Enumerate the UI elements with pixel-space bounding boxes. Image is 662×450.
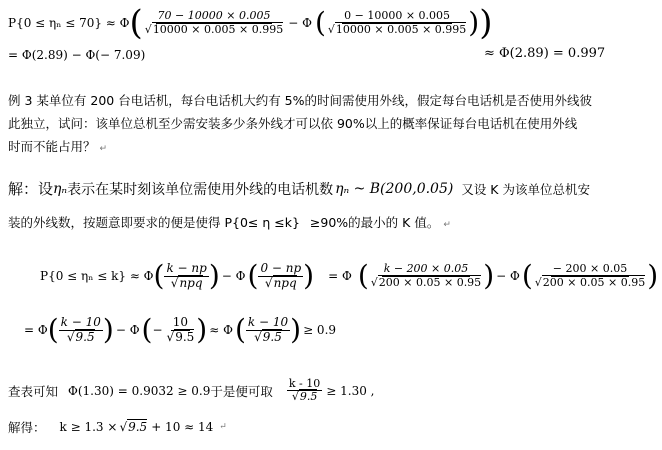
solution-line-2: 装的外线数，按题意即要求的便是使得 P{0≤ η ≤k} ≥90%的最小的 K 值。 ↵ bbox=[8, 215, 451, 230]
lookup-line: 查表可知 Φ(1.30) = 0.9032 ≥ 0.9 于是便可取 $\frac{k - 10}{√9.5}$ ≥ 1.30 , bbox=[8, 377, 375, 404]
eq1-line2-right: ≈ Φ(2.89) = 0.997 bbox=[484, 46, 606, 61]
paren-open: ( bbox=[234, 313, 246, 346]
sqrt-expression: √9.5 bbox=[119, 420, 148, 434]
example-line-2: 此独立，试问：该单位总机至少需安装多少条外线才可以依 90%以上的概率保证每台电话机在使用外线 bbox=[8, 116, 578, 131]
return-mark-icon: ↵ bbox=[443, 220, 451, 230]
eq1-frac1-den: √10000 × 0.005 × 0.995 bbox=[144, 22, 284, 36]
eq3-frac-2: $\frac{10}{√9.5}$ bbox=[166, 315, 195, 344]
return-mark-icon: ↵ bbox=[99, 144, 108, 154]
solution-line-1 bbox=[8, 178, 590, 199]
paren-close: ) bbox=[647, 259, 659, 292]
eq2-frac-1: $\frac{k - np}{\text{√npq}}$ bbox=[166, 261, 207, 290]
eq1-minus-phi: − Φ bbox=[288, 16, 312, 30]
example-line-1: 例 3 某单位有 200 台电话机，每台电话机大约有 5%的时间需使用外线，假定每台电话机是否使用外线彼 bbox=[8, 93, 593, 108]
eq2-frac-3: $\frac{k - 200 \times 0.05}{√200 \times 0.05 \times 0.95}$ bbox=[370, 262, 482, 289]
paren-close: ) bbox=[196, 313, 208, 346]
equation-1-line-1 bbox=[8, 3, 493, 43]
eta-symbol: ηₙ bbox=[53, 180, 68, 197]
eq1-lhs: P{0 ≤ ηₙ ≤ 70} ≈ Φ bbox=[8, 16, 130, 30]
paren-close: ) bbox=[102, 313, 114, 346]
solve-line: 解得： k ≥ 1.3 × √9.5 + 10 ≈ 14 ↵ bbox=[8, 420, 227, 435]
eq3-frac-3: $\frac{k - 10}{√9.5}$ bbox=[247, 315, 289, 344]
paren-close: ) bbox=[208, 259, 220, 292]
solution-prefix: 解：设 bbox=[8, 180, 54, 198]
paren-close: ) bbox=[290, 313, 302, 346]
lookup-fraction: $\frac{k - 10}{√9.5}$ bbox=[288, 377, 321, 404]
distribution: ηₙ ~ B(200,0.05) bbox=[335, 180, 454, 197]
eq1-frac2-den: √10000 × 0.005 × 0.995 bbox=[327, 22, 467, 36]
paren-close: ) bbox=[468, 6, 480, 39]
return-mark-icon: ↵ bbox=[219, 422, 227, 432]
eq3-frac-1: $\frac{k - 10}{√9.5}$ bbox=[60, 315, 101, 344]
paren-close: ) bbox=[479, 3, 493, 43]
example-line-3: 时而不能占用？ ↵ bbox=[8, 139, 108, 154]
eq1-frac1-num: 70 − 10000 × 0.005 bbox=[157, 9, 271, 23]
paren-close: ) bbox=[303, 259, 315, 292]
eq1-line2-left: = Φ(2.89) − Φ(− 7.09) bbox=[8, 48, 146, 62]
solution-text-a: 表示在某时刻该单位需使用外线的电话机数 bbox=[67, 181, 334, 198]
paren-open: ( bbox=[247, 259, 259, 292]
eq2-frac-2: $\frac{0 - np}{\text{√npq}}$ bbox=[260, 261, 302, 290]
paren-open: ( bbox=[521, 259, 533, 292]
equation-3: = Φ ( $\frac{k - 10}{√9.5}$ ) − Φ ( − $\frac{10}{√9.5}$ ) ≈ Φ ( $\frac{k - 10}{√9.5}$ ) ≥ 0.9 bbox=[24, 313, 337, 346]
eq2-lhs: P{0 ≤ ηₙ ≤ k} ≈ Φ bbox=[40, 269, 154, 283]
paren-open: ( bbox=[153, 259, 165, 292]
paren-open: ( bbox=[47, 313, 59, 346]
paren-close: ) bbox=[483, 259, 495, 292]
paren-open: ( bbox=[357, 259, 369, 292]
paren-open: ( bbox=[129, 3, 143, 43]
phi-lookup: Φ(1.30) = 0.9032 ≥ 0.9 bbox=[68, 383, 211, 398]
paren-open: ( bbox=[314, 6, 326, 39]
paren-open: ( bbox=[141, 313, 153, 346]
eq1-frac2-num: 0 − 10000 × 0.005 bbox=[344, 9, 451, 23]
eq1-fraction-1 bbox=[143, 10, 285, 35]
eq1-fraction-2 bbox=[326, 10, 468, 35]
solution-text-b: 又设 K 为该单位总机安 bbox=[461, 181, 590, 197]
equation-2: P{0 ≤ ηₙ ≤ k} ≈ Φ ( $\frac{k - np}{\text{√npq}}$ ) − Φ ( $\frac{0 - np}{\text{√npq}}$ ) = Φ ( $\frac{k - 200 \times 0.05}{√200 \times 0.05 \times 0.95}$ ) − Φ ( $\frac{- 200 \times 0.05}{√200 \times 0.05 \times 0.95}$ ) bbox=[40, 259, 659, 292]
eq2-frac-4: $\frac{- 200 \times 0.05}{√200 \times 0.05 \times 0.95}$ bbox=[534, 262, 646, 289]
